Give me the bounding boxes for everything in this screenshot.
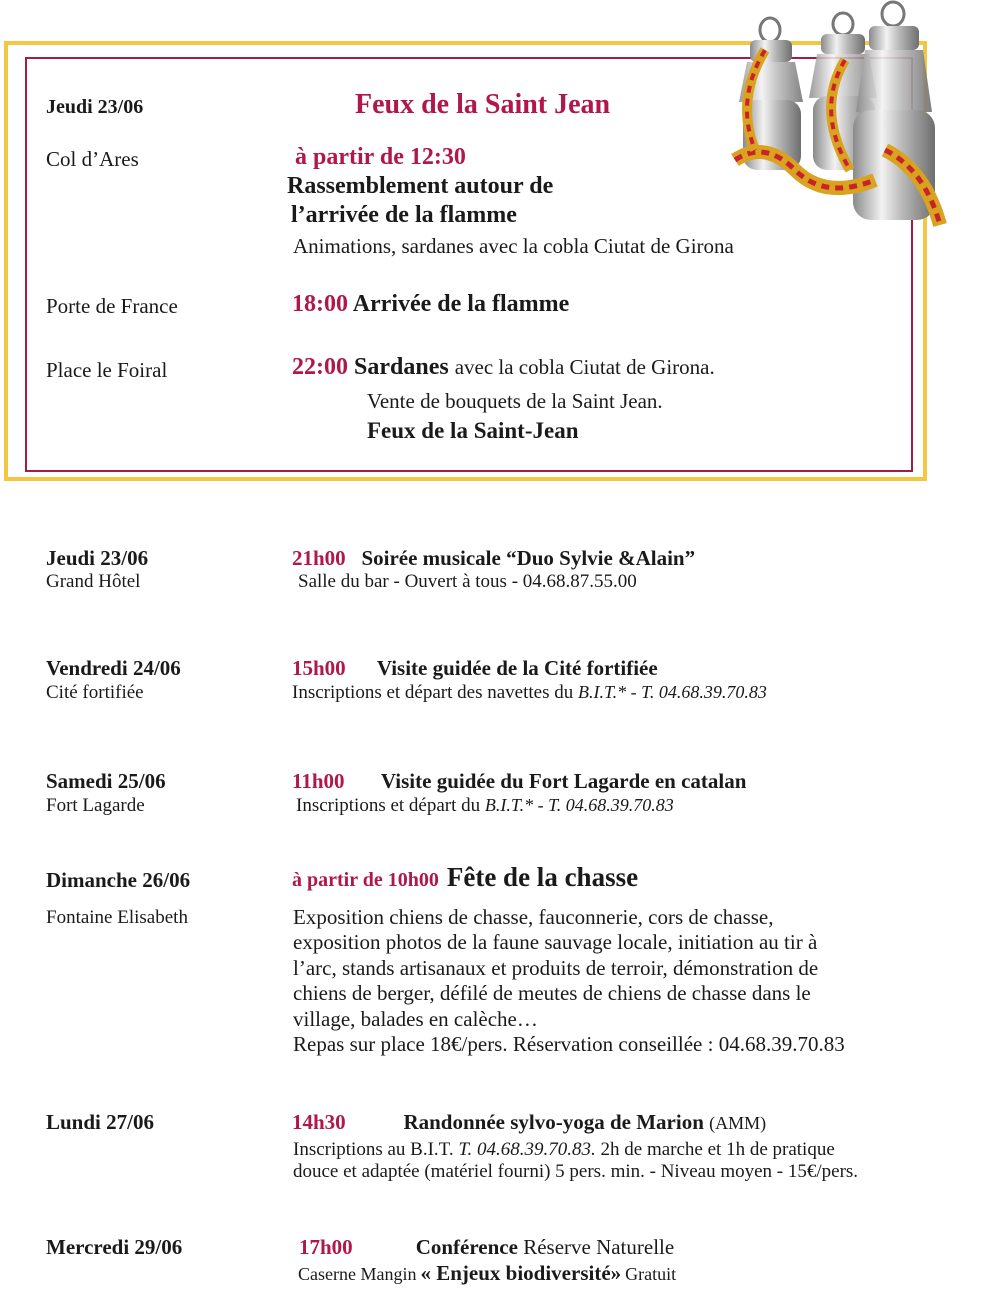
event-time: 14h30: [292, 1110, 346, 1134]
time-1800: 18:00: [292, 291, 348, 317]
event-time: 15h00: [292, 656, 346, 680]
event-detail-rest: 2h de marche et 1h de pratique: [595, 1139, 835, 1160]
event-title: Soirée musicale “Duo Sylvie &Alain”: [361, 546, 696, 570]
time-2200: 22:00: [292, 354, 348, 380]
event-detail-place: Caserne Mangin: [298, 1264, 417, 1284]
event-detail: [293, 1139, 835, 1161]
event-detail-contact: T. 04.68.39.70.83.: [458, 1139, 596, 1160]
event-day: Mercredi 29/06: [46, 1235, 183, 1259]
lanterns-illustration: [725, 0, 955, 235]
event-day: Lundi 27/06: [46, 1110, 154, 1134]
sardanes-line: [292, 354, 715, 381]
arrivee-line: [292, 291, 569, 318]
saint-jean-title: Feux de la Saint Jean: [355, 89, 611, 120]
event-detail-2: douce et adaptée (matériel fourni) 5 pers. min. - Niveau moyen - 15€/pers.: [293, 1161, 859, 1182]
event-detail-rest: Gratuit: [625, 1264, 677, 1284]
event-place: Fontaine Elisabeth: [46, 907, 188, 928]
animations-line: Animations, sardanes avec la cobla Ciutat de Girona: [293, 234, 734, 258]
event-description: [293, 905, 845, 1057]
event-title-line: [292, 769, 746, 794]
event-place: Grand Hôtel: [46, 571, 141, 592]
event-detail-contact: B.I.T.* - T. 04.68.39.70.83: [577, 682, 767, 702]
event-day: Jeudi 23/06: [46, 546, 149, 570]
description-line: exposition photos de la faune sauvage locale, initiation au tir à: [293, 930, 818, 955]
event-detail-text: Inscriptions et départ du: [296, 795, 485, 816]
event-detail: [296, 795, 674, 817]
time-1230: à partir de 12:30: [295, 144, 466, 170]
event-detail-bold: « Enjeux biodiversité»: [420, 1261, 622, 1285]
flamme-line: l’arrivée de la flamme: [291, 202, 517, 228]
event-title-line: [299, 1235, 674, 1260]
event-day: Vendredi 24/06: [46, 656, 181, 680]
arrivee-text: Arrivée de la flamme: [352, 291, 570, 317]
event-title-line: [292, 862, 638, 893]
event-place: Cité fortifiée: [46, 682, 144, 703]
description-line: Exposition chiens de chasse, fauconnerie, cors de chasse,: [293, 905, 774, 929]
event-title-line: [292, 546, 695, 571]
description-line: Repas sur place 18€/pers. Réservation conseillée : 04.68.39.70.83: [293, 1032, 845, 1057]
event-time: 17h00: [299, 1235, 353, 1259]
event-title: Randonnée sylvo-yoga de Marion: [403, 1110, 704, 1134]
description-line: chiens de berger, défilé de meutes de chiens de chasse dans le: [293, 981, 811, 1006]
event-time: 21h00: [292, 546, 346, 570]
location-col-dares: Col d’Ares: [46, 147, 139, 171]
event-detail-contact: B.I.T.* - T. 04.68.39.70.83: [484, 795, 674, 815]
event-title: Visite guidée du Fort Lagarde en catalan: [380, 769, 747, 793]
location-porte-de-france: Porte de France: [46, 294, 178, 318]
event-day: Dimanche 26/06: [46, 868, 191, 892]
event-title: Visite guidée de la Cité fortifiée: [376, 656, 658, 680]
event-detail: [292, 682, 767, 704]
sardanes-rest: avec la cobla Ciutat de Girona.: [454, 355, 715, 379]
event-detail-text: Inscriptions et départ des navettes du: [292, 682, 578, 703]
description-line: l’arc, stands artisanaux et produits de terroir, démonstration de: [293, 955, 819, 980]
event-time: 11h00: [292, 769, 345, 793]
event-title-bold: Conférence: [415, 1235, 518, 1259]
sardanes-bold: Sardanes: [354, 354, 449, 380]
description-line: village, balades en calèche…: [293, 1006, 538, 1031]
event-time: à partir de 10h00: [292, 869, 439, 891]
event-title-line: [292, 1110, 766, 1135]
event-day: Samedi 25/06: [46, 769, 166, 793]
event-place: Fort Lagarde: [46, 795, 145, 816]
event-title-line: [292, 656, 658, 681]
event-title: Fête de la chasse: [446, 862, 639, 892]
event-detail-text: Inscriptions au B.I.T.: [293, 1139, 459, 1160]
location-place-le-foiral: Place le Foiral: [46, 358, 168, 382]
event-detail: [298, 1261, 676, 1286]
event-detail: Salle du bar - Ouvert à tous - 04.68.87.55.00: [298, 571, 637, 592]
event-title-rest: Réserve Naturelle: [523, 1235, 675, 1259]
saint-jean-day: Jeudi 23/06: [46, 96, 144, 118]
bouquets-line: Vente de bouquets de la Saint Jean.: [367, 389, 663, 413]
rassemblement-line: Rassemblement autour de: [287, 173, 554, 199]
event-title-suffix: (AMM): [709, 1113, 767, 1133]
feux-line: Feux de la Saint-Jean: [367, 418, 579, 443]
